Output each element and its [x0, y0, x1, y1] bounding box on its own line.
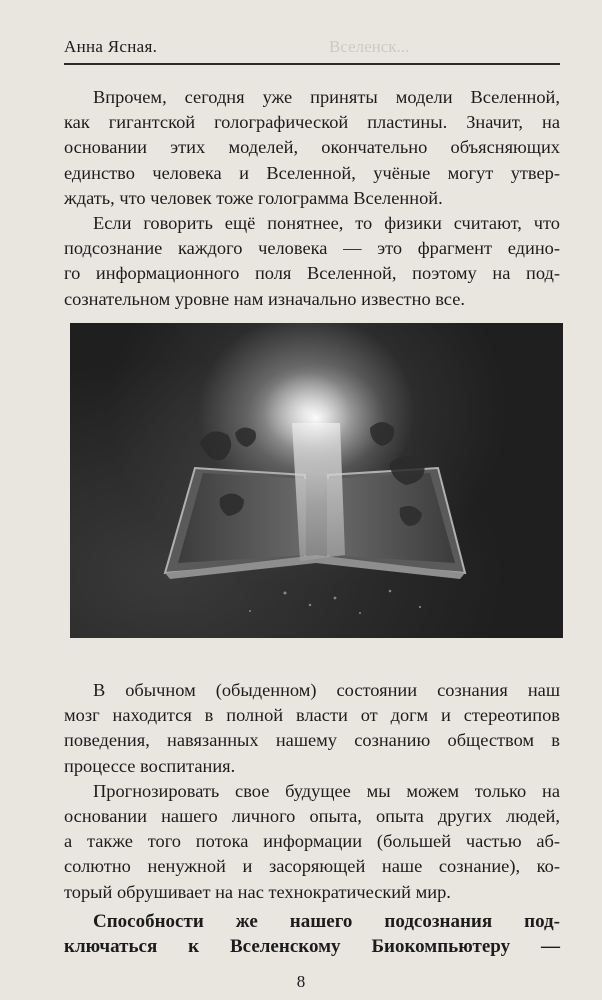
text-line: поведения, навязанных нашему сознанию обществом в: [64, 730, 560, 751]
bold-paragraph: [64, 909, 560, 959]
text-line: подсознание каждого человека — это фрагмент едино-: [64, 238, 560, 259]
text-bottom: [64, 678, 560, 959]
text-line: ждать, что человек тоже голограмма Вселенной.: [64, 187, 443, 208]
text-line: а также того потока информации (большей частью аб-: [64, 831, 560, 852]
text-line: мозг находится в полной власти от догм и стереотипов: [64, 705, 560, 726]
header-author: Анна Ясная.: [64, 37, 158, 56]
text-line: Способности же нашего подсознания под-: [93, 910, 560, 932]
page-number: 8: [296, 972, 306, 991]
running-header: [64, 33, 560, 65]
text-line: как гигантской голографической пластины. Значит, на: [64, 112, 560, 133]
text-line: сознательном уровне нам изначально известно все.: [64, 288, 465, 309]
text-line: В обычном (обыденном) состоянии сознания наш: [93, 680, 560, 700]
text-line: единство человека и Вселенной, учёные могут утвер-: [64, 162, 560, 183]
text-line: основании нашего личного опыта, опыта других людей,: [64, 806, 560, 827]
paragraph: [64, 678, 560, 779]
text-line: ключаться к Вселенскому Биокомпьютеру —: [64, 936, 560, 958]
text-line: го информационного поля Вселенной, поэтому на под-: [64, 263, 560, 284]
header-bleedthrough: Вселенск...: [329, 37, 410, 56]
text-line: торый обрушивает на нас технократический мир.: [64, 881, 451, 902]
text-line: основании этих моделей, окончательно объясняющих: [64, 137, 560, 158]
text-line: Прогнозировать свое будущее мы можем только на: [93, 780, 560, 801]
text-line: Если говорить ещё понятнее, то физики считают, что: [93, 213, 560, 234]
text-line: Впрочем, сегодня уже приняты модели Вселенной,: [93, 87, 560, 107]
paragraph: [64, 211, 560, 312]
text-line: процессе воспитания.: [64, 755, 236, 776]
text-line: солютно ненужной и засоряющей наше сознание), ко-: [64, 856, 560, 877]
open-book-image: [70, 323, 563, 638]
paragraph: [64, 779, 560, 905]
illustration-open-book: [70, 323, 563, 638]
text-top: [64, 85, 560, 312]
paragraph: [64, 85, 560, 211]
